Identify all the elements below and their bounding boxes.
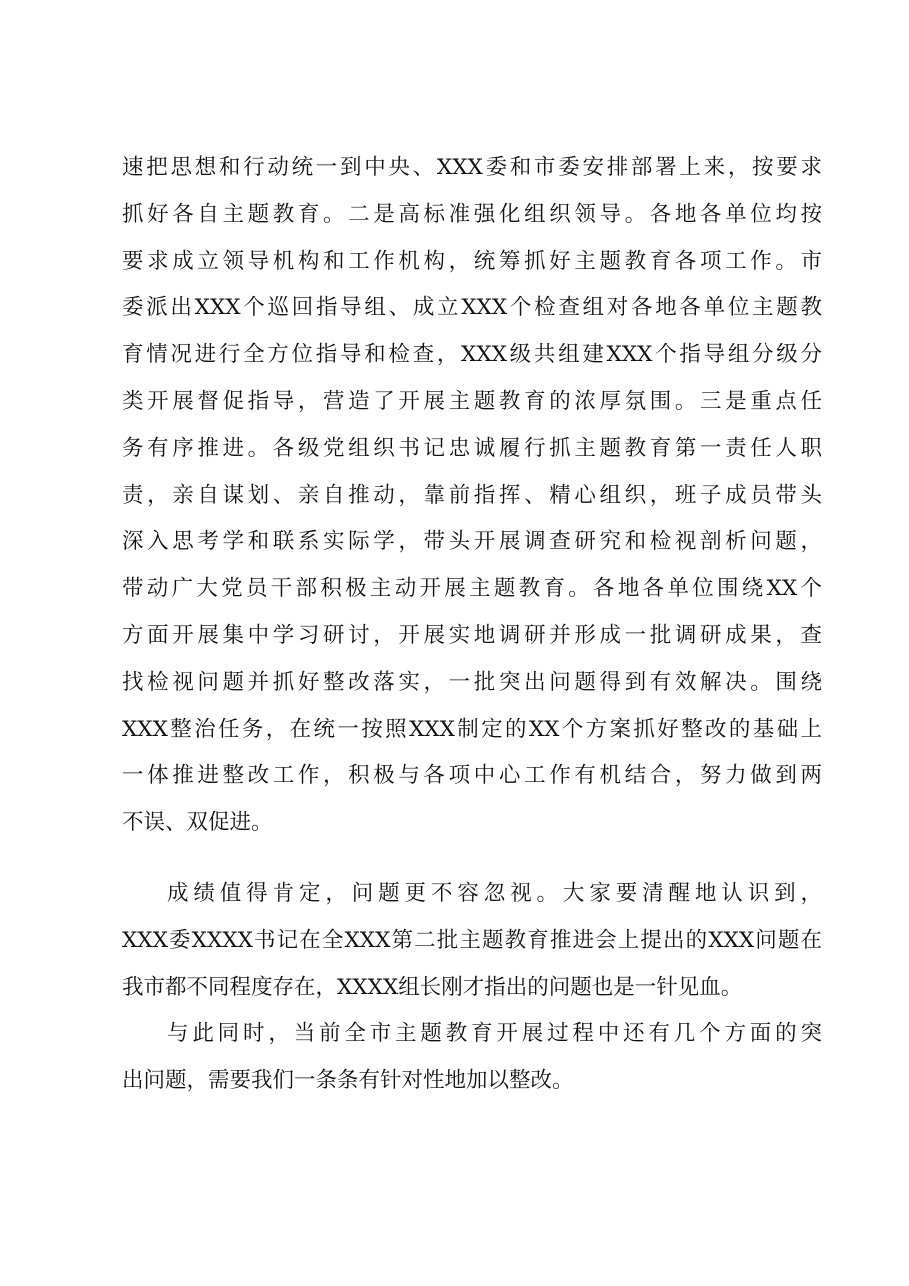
- text-line: 务有序推进。各级党组织书记忠诚履行抓主题教育第一责任人职: [122, 435, 822, 461]
- text-line: XXX委XXXX书记在全XXX第二批主题教育推进会上提出的XXX问题在: [122, 927, 822, 953]
- text-line: 不误、双促进。: [122, 810, 273, 836]
- text-line: XXX整治任务，在统一按照XXX制定的XX个方案抓好整改的基础上: [122, 716, 822, 742]
- text-line: 抓好各自主题教育。二是高标准强化组织领导。各地各单位均按: [122, 201, 822, 227]
- text-line: 要求成立领导机构和工作机构，统筹抓好主题教育各项工作。市: [122, 248, 822, 274]
- paragraph-3: [122, 1011, 822, 1105]
- text-line: 责，亲自谋划、亲自推动，靠前指挥、精心组织，班子成员带头: [122, 482, 822, 508]
- text-line: 带动广大党员干部积极主动开展主题教育。各地各单位围绕XX个: [122, 576, 822, 602]
- text-line: 与此同时，当前全市主题教育开展过程中还有几个方面的突: [167, 1021, 822, 1046]
- text-line: 找检视问题并抓好整改落实，一批突出问题得到有效解决。围绕: [122, 669, 822, 695]
- text-line: 类开展督促指导，营造了开展主题教育的浓厚氛围。三是重点任: [122, 388, 822, 414]
- text-line: 我市都不同程度存在，XXXX组长刚才指出的问题也是一针见血。: [122, 974, 743, 1000]
- text-line: 深入思考学和联系实际学，带头开展调查研究和检视剖析问题，: [122, 529, 822, 555]
- text-line: 出问题，需要我们一条条有针对性地加以整改。: [122, 1067, 574, 1093]
- text-line: 育情况进行全方位指导和检查，XXX级共组建XXX个指导组分级分: [122, 342, 822, 368]
- paragraph-1: [122, 145, 822, 847]
- text-line: 速把思想和行动统一到中央、XXX委和市委安排部署上来，按要求: [122, 155, 822, 180]
- text-line: 方面开展集中学习研讨，开展实地调研并形成一批调研成果，查: [122, 622, 822, 648]
- paragraph-2: [122, 871, 822, 1011]
- text-line: 一体推进整改工作，积极与各项中心工作有机结合，努力做到两: [122, 763, 822, 789]
- text-line: 委派出XXX个巡回指导组、成立XXX个检查组对各地各单位主题教: [122, 295, 822, 321]
- text-line: 成绩值得肯定，问题更不容忽视。大家要清醒地认识到，: [167, 881, 822, 906]
